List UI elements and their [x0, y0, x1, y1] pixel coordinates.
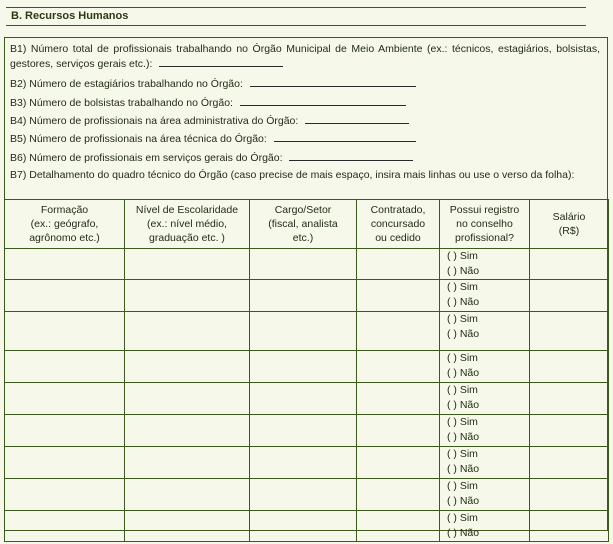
- section-title: B. Recursos Humanos: [11, 10, 129, 22]
- option-sim-checkbox[interactable]: ( ) Sim: [447, 448, 478, 460]
- option-nao-checkbox[interactable]: ( ) Não: [447, 495, 480, 507]
- staff-table: [4, 199, 609, 542]
- option-sim-checkbox[interactable]: ( ) Sim: [447, 512, 478, 524]
- cell-escolaridade[interactable]: [125, 249, 250, 280]
- question-b4-text: B4) Número de profissionais na área administrativa do Órgão:: [10, 115, 299, 127]
- table-row: [5, 280, 609, 312]
- header-contratado: Contratado, concursado ou cedido: [357, 200, 440, 249]
- cell-cargo[interactable]: [250, 351, 357, 383]
- table-header-row: [5, 200, 609, 249]
- cell-formacao[interactable]: [5, 479, 125, 511]
- table-row: [5, 511, 609, 542]
- cell-escolaridade[interactable]: [125, 511, 250, 542]
- table-row: [5, 249, 609, 280]
- cell-registro: [440, 249, 530, 280]
- option-nao-checkbox[interactable]: ( ) Não: [447, 296, 480, 308]
- table-row: [5, 415, 609, 447]
- cell-registro: [440, 479, 530, 511]
- cell-contratado[interactable]: [357, 249, 440, 280]
- cell-registro: [440, 447, 530, 479]
- question-b1: [10, 42, 600, 71]
- header-formacao: Formação (ex.: geógrafo, agrônomo etc.): [5, 200, 125, 249]
- cell-cargo[interactable]: [250, 511, 357, 542]
- option-sim-checkbox[interactable]: ( ) Sim: [447, 281, 478, 293]
- cell-salario[interactable]: [530, 249, 609, 280]
- answer-line-b1[interactable]: [159, 56, 283, 67]
- answer-line-b5[interactable]: [274, 131, 416, 142]
- table-row: [5, 312, 609, 351]
- cell-formacao[interactable]: [5, 312, 125, 351]
- question-b4: [10, 113, 409, 128]
- cell-salario[interactable]: [530, 415, 609, 447]
- question-b2: [10, 76, 416, 91]
- cell-salario[interactable]: [530, 511, 609, 542]
- header-escolaridade: Nível de Escolaridade (ex.: nível médio, graduação etc. ): [125, 200, 250, 249]
- cell-salario[interactable]: [530, 383, 609, 415]
- cell-salario[interactable]: [530, 479, 609, 511]
- cell-salario[interactable]: [530, 351, 609, 383]
- header-registro: Possui registro no conselho profissional?: [440, 200, 530, 249]
- option-sim-checkbox[interactable]: ( ) Sim: [447, 384, 478, 396]
- cell-contratado[interactable]: [357, 415, 440, 447]
- option-nao-checkbox[interactable]: ( ) Não: [447, 463, 480, 475]
- cell-cargo[interactable]: [250, 415, 357, 447]
- question-b2-text: B2) Número de estagiários trabalhando no Órgão:: [10, 78, 243, 90]
- option-sim-checkbox[interactable]: ( ) Sim: [447, 313, 478, 325]
- cell-cargo[interactable]: [250, 312, 357, 351]
- cell-formacao[interactable]: [5, 249, 125, 280]
- top-rule: [6, 7, 586, 8]
- question-b5: [10, 131, 416, 146]
- option-nao-checkbox[interactable]: ( ) Não: [447, 527, 480, 539]
- cell-formacao[interactable]: [5, 351, 125, 383]
- cell-contratado[interactable]: [357, 351, 440, 383]
- answer-line-b4[interactable]: [305, 113, 409, 124]
- table-row: [5, 447, 609, 479]
- question-b3-text: B3) Número de bolsistas trabalhando no Órgão:: [10, 97, 233, 109]
- cell-cargo[interactable]: [250, 447, 357, 479]
- cell-contratado[interactable]: [357, 479, 440, 511]
- title-rule: [6, 25, 586, 26]
- question-b3: [10, 95, 406, 110]
- cell-salario[interactable]: [530, 312, 609, 351]
- cell-escolaridade[interactable]: [125, 312, 250, 351]
- cell-registro: [440, 415, 530, 447]
- cell-salario[interactable]: [530, 280, 609, 312]
- question-b7: B7) Detalhamento do quadro técnico do Órgão (caso precise de mais espaço, insira mais linhas ou use o verso da folha):: [10, 169, 575, 181]
- answer-line-b2[interactable]: [250, 76, 416, 87]
- cell-formacao[interactable]: [5, 447, 125, 479]
- cell-cargo[interactable]: [250, 280, 357, 312]
- option-nao-checkbox[interactable]: ( ) Não: [447, 328, 480, 340]
- cell-escolaridade[interactable]: [125, 447, 250, 479]
- cell-cargo[interactable]: [250, 249, 357, 280]
- option-sim-checkbox[interactable]: ( ) Sim: [447, 480, 478, 492]
- cell-formacao[interactable]: [5, 383, 125, 415]
- cell-cargo[interactable]: [250, 479, 357, 511]
- cell-formacao[interactable]: [5, 511, 125, 542]
- question-b6: [10, 150, 413, 165]
- table-row: [5, 351, 609, 383]
- cell-salario[interactable]: [530, 447, 609, 479]
- cell-registro: [440, 383, 530, 415]
- cell-formacao[interactable]: [5, 280, 125, 312]
- answer-line-b6[interactable]: [289, 150, 413, 161]
- question-b5-text: B5) Número de profissionais na área técnica do Órgão:: [10, 133, 267, 145]
- option-sim-checkbox[interactable]: ( ) Sim: [447, 416, 478, 428]
- cell-contratado[interactable]: [357, 312, 440, 351]
- answer-line-b3[interactable]: [240, 95, 406, 106]
- cell-contratado[interactable]: [357, 447, 440, 479]
- option-nao-checkbox[interactable]: ( ) Não: [447, 265, 480, 277]
- cell-contratado[interactable]: [357, 280, 440, 312]
- question-b1-text: B1) Número total de profissionais trabalhando no Órgão Municipal de Meio Ambiente (ex.: técnicos, estagiários, bolsistas, gestores, serviços gerais etc.):: [10, 43, 600, 70]
- option-sim-checkbox[interactable]: ( ) Sim: [447, 352, 478, 364]
- table-row: [5, 383, 609, 415]
- cell-registro: [440, 351, 530, 383]
- cell-contratado[interactable]: [357, 511, 440, 542]
- cell-cargo[interactable]: [250, 383, 357, 415]
- option-nao-checkbox[interactable]: ( ) Não: [447, 431, 480, 443]
- cell-escolaridade[interactable]: [125, 351, 250, 383]
- cell-registro: [440, 511, 530, 542]
- option-nao-checkbox[interactable]: ( ) Não: [447, 367, 480, 379]
- cell-escolaridade[interactable]: [125, 479, 250, 511]
- cell-escolaridade[interactable]: [125, 383, 250, 415]
- header-cargo: Cargo/Setor (fiscal, analista etc.): [250, 200, 357, 249]
- cell-formacao[interactable]: [5, 415, 125, 447]
- cell-contratado[interactable]: [357, 383, 440, 415]
- cell-registro: [440, 312, 530, 351]
- header-salario: Salário (R$): [530, 200, 609, 249]
- cell-registro: [440, 280, 530, 312]
- cell-escolaridade[interactable]: [125, 280, 250, 312]
- question-b6-text: B6) Número de profissionais em serviços gerais do Órgão:: [10, 152, 283, 164]
- option-sim-checkbox[interactable]: ( ) Sim: [447, 250, 478, 262]
- option-nao-checkbox[interactable]: ( ) Não: [447, 399, 480, 411]
- cell-escolaridade[interactable]: [125, 415, 250, 447]
- table-row: [5, 479, 609, 511]
